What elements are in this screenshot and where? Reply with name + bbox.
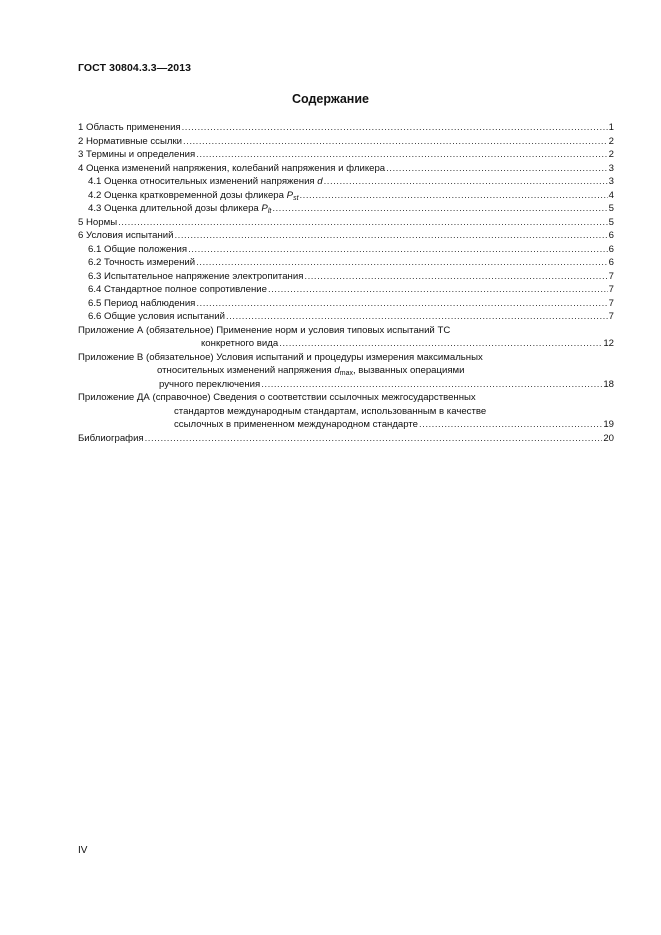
toc-appendix-last-line bbox=[78, 337, 614, 351]
toc-entry[interactable] bbox=[78, 135, 614, 149]
toc-leader-dots bbox=[324, 175, 608, 188]
toc-leader-dots bbox=[183, 135, 608, 148]
toc-subentry[interactable] bbox=[78, 189, 614, 203]
toc-entry-page: 5 bbox=[608, 203, 614, 214]
toc-entry-title: 4 Оценка изменений напряжения, колебаний напряжения и фликера bbox=[78, 162, 386, 174]
toc-appendix-last-line bbox=[78, 418, 614, 432]
toc-subentry[interactable] bbox=[78, 202, 614, 216]
toc-entry-page: 7 bbox=[608, 270, 614, 282]
toc-leader-dots bbox=[300, 189, 608, 202]
toc-appendix-title-cont: стандартов международным стандартам, использованным в качестве bbox=[174, 405, 487, 417]
toc-entry-title: 6.3 Испытательное напряжение электропитания bbox=[88, 270, 304, 282]
toc-appendix-a[interactable] bbox=[78, 324, 614, 351]
document-code-header: ГОСТ 30804.3.3—2013 bbox=[78, 62, 192, 74]
toc-entry-subscript: st bbox=[293, 194, 299, 202]
toc-appendix-b[interactable] bbox=[78, 351, 614, 392]
toc-appendix-text: , вызванных операциями bbox=[352, 365, 465, 376]
toc-leader-dots bbox=[196, 256, 608, 269]
toc-leader-dots bbox=[188, 243, 608, 256]
toc-entry[interactable] bbox=[78, 148, 614, 162]
toc-appendix-title: Приложение В (обязательное) Условия испытаний и процедуры измерения максимальных bbox=[78, 351, 483, 363]
toc-entry-page: 12 bbox=[603, 338, 614, 349]
toc-subentry[interactable] bbox=[78, 175, 614, 189]
page-number: IV bbox=[78, 845, 88, 856]
toc-entry-title: 1 Область применения bbox=[78, 122, 181, 133]
toc-leader-dots bbox=[118, 216, 608, 229]
toc-leader-dots bbox=[261, 378, 602, 391]
toc-entry[interactable] bbox=[78, 121, 614, 135]
toc-entry-title: 6.4 Стандартное полное сопротивление bbox=[88, 284, 267, 295]
toc-entry-page: 6 bbox=[608, 243, 614, 255]
page-title: Содержание bbox=[291, 92, 369, 106]
toc-entry-page: 6 bbox=[608, 230, 614, 241]
toc-entry-title: 2 Нормативные ссылки bbox=[78, 135, 183, 147]
toc-entry-subscript: lt bbox=[267, 208, 272, 215]
toc-subentry[interactable] bbox=[78, 270, 614, 284]
toc-entry-title: 6 Условия испытаний bbox=[78, 230, 174, 241]
toc-entry-symbol: d bbox=[334, 365, 340, 376]
toc-leader-dots bbox=[175, 229, 608, 242]
toc-appendix-title-cont: ручного переключения bbox=[159, 378, 261, 390]
table-of-contents bbox=[78, 121, 614, 445]
toc-leader-dots bbox=[272, 202, 607, 215]
toc-entry-subscript: max bbox=[339, 370, 353, 377]
toc-leader-dots bbox=[304, 270, 607, 283]
toc-entry-page: 4 bbox=[608, 189, 614, 201]
toc-entry-page: 5 bbox=[608, 216, 614, 228]
toc-entry-title: 3 Термины и определения bbox=[78, 149, 196, 160]
toc-entry[interactable] bbox=[78, 216, 614, 230]
toc-appendix-title-cont bbox=[78, 364, 614, 378]
toc-entry-page: 3 bbox=[608, 162, 614, 174]
toc-entry-title: Библиография bbox=[78, 432, 144, 444]
toc-appendix-da[interactable] bbox=[78, 391, 614, 432]
toc-entry-symbol: P bbox=[286, 189, 294, 201]
toc-subentry[interactable] bbox=[78, 243, 614, 257]
toc-entry-page: 1 bbox=[608, 122, 614, 133]
toc-entry-text: 4.1 Оценка относительных изменений напряжения bbox=[88, 176, 318, 187]
toc-entry-title: 6.2 Точность измерений bbox=[88, 257, 196, 268]
toc-leader-dots bbox=[196, 148, 607, 161]
toc-subentry[interactable] bbox=[78, 283, 614, 297]
toc-appendix-title: Приложение А (обязательное) Применение норм и условия типовых испытаний ТС bbox=[78, 324, 451, 336]
toc-leader-dots bbox=[279, 337, 602, 350]
toc-entry-page: 19 bbox=[603, 419, 614, 430]
toc-appendix-title: Приложение ДА (справочное) Сведения о соответствии ссылочных межгосударственных bbox=[78, 392, 476, 403]
toc-leader-dots bbox=[419, 418, 602, 431]
toc-leader-dots bbox=[182, 121, 608, 134]
toc-entry-title: 5 Нормы bbox=[78, 216, 118, 228]
toc-entry-page: 7 bbox=[608, 297, 614, 309]
toc-appendix-title-cont: конкретного вида bbox=[201, 338, 279, 349]
toc-subentry[interactable] bbox=[78, 310, 614, 324]
toc-entry-text: 4.2 Оценка кратковременной дозы фликера bbox=[88, 189, 287, 201]
toc-leader-dots bbox=[268, 283, 608, 296]
toc-entry[interactable] bbox=[78, 162, 614, 176]
toc-entry-page: 2 bbox=[608, 149, 614, 160]
toc-entry-text: 4.3 Оценка длительной дозы фликера bbox=[88, 203, 262, 214]
toc-entry-page: 7 bbox=[608, 284, 614, 295]
toc-entry-title: 6.6 Общие условия испытаний bbox=[88, 311, 225, 322]
toc-entry-symbol: d bbox=[317, 176, 323, 187]
toc-appendix-text: относительных изменений напряжения bbox=[157, 365, 335, 376]
toc-entry-symbol: P bbox=[261, 203, 268, 214]
toc-entry-title: 6.5 Период наблюдения bbox=[88, 297, 196, 309]
toc-entry-page: 18 bbox=[603, 378, 614, 390]
toc-subentry[interactable] bbox=[78, 256, 614, 270]
toc-entry-page: 3 bbox=[608, 176, 614, 187]
toc-leader-dots bbox=[226, 310, 608, 323]
toc-entry-page: 20 bbox=[603, 432, 614, 444]
toc-appendix-title-cont: ссылочных в примененном международном стандарте bbox=[174, 419, 419, 430]
toc-entry-page: 6 bbox=[608, 257, 614, 268]
toc-entry[interactable] bbox=[78, 229, 614, 243]
toc-leader-dots bbox=[196, 297, 607, 310]
toc-entry-bibliography[interactable] bbox=[78, 432, 614, 446]
toc-entry-page: 2 bbox=[608, 135, 614, 147]
toc-entry-title: 6.1 Общие положения bbox=[88, 243, 188, 255]
toc-leader-dots bbox=[386, 162, 608, 175]
toc-subentry[interactable] bbox=[78, 297, 614, 311]
toc-appendix-last-line bbox=[78, 378, 614, 392]
toc-entry-page: 7 bbox=[608, 311, 614, 322]
toc-leader-dots bbox=[145, 432, 603, 445]
toc-entry-title bbox=[88, 175, 323, 188]
